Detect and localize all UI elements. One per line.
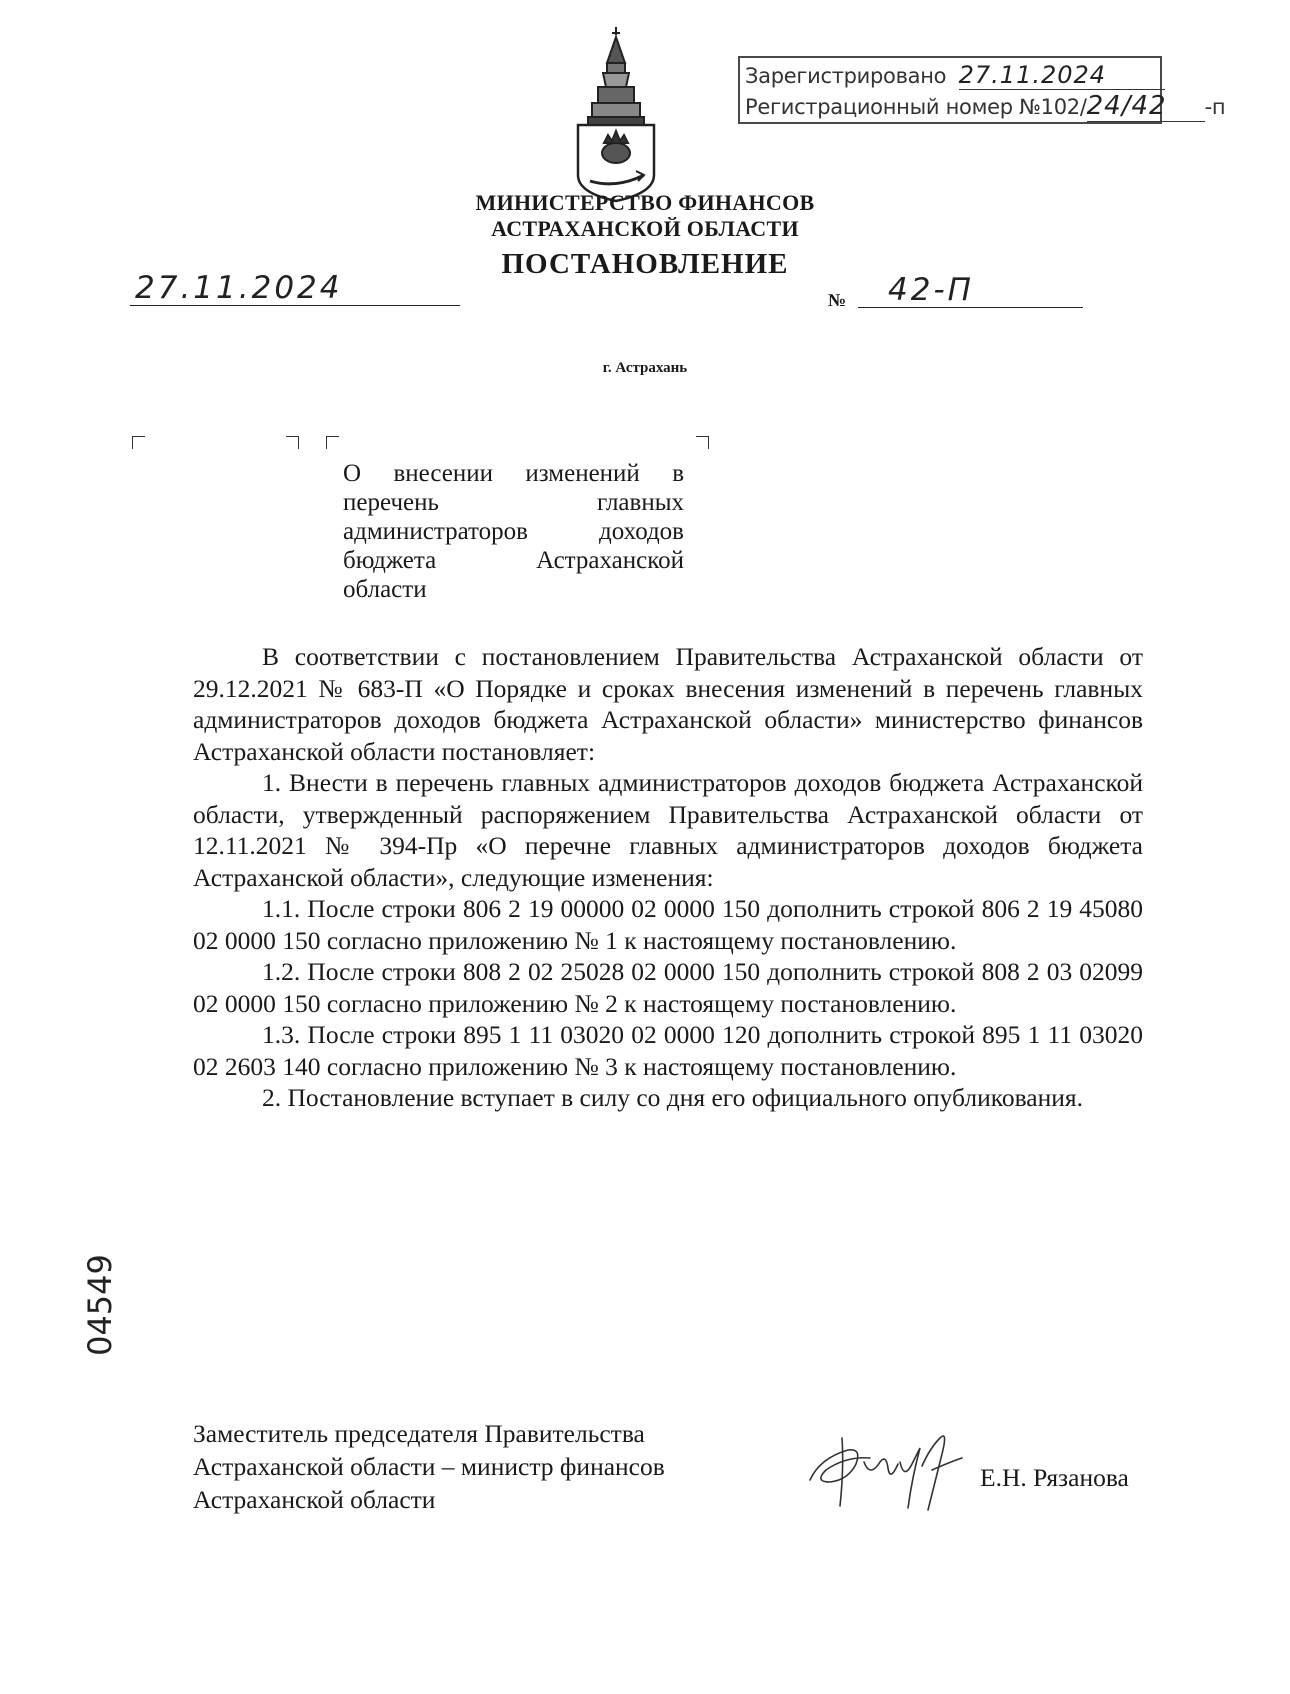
subject-line: бюджета Астраханской — [343, 547, 684, 574]
body-paragraph: 1.1. После строки 806 2 19 00000 02 0000 150 дополнить строкой 806 2 19 45080 02 0000 150 согласно приложению № 1 к настоящему постановлению. — [193, 894, 1143, 955]
ministry-name-line1: МИНИСТЕРСТВО ФИНАНСОВ — [475, 190, 815, 215]
body-paragraph: В соответствии с постановлением Правительства Астраханской области от 29.12.2021 № 683-П «О Порядке и сроках внесения изменений в перечень главных администраторов доходов бюджета Астраханской области» министерство финансов Астраханской области постановляет: — [193, 642, 1143, 766]
body-paragraph: 1.3. После строки 895 1 11 03020 02 0000 120 дополнить строкой 895 1 11 03020 02 2603 140 согласно приложению № 3 к настоящему постановлению. — [193, 1020, 1143, 1081]
city: г. Астрахань — [602, 360, 688, 376]
signer-position — [193, 1417, 753, 1516]
signer-position-line: Заместитель председателя Правительства — [193, 1419, 645, 1448]
stamp-registered-label: Зарегистрировано — [745, 64, 947, 88]
document-number: 42-П — [888, 272, 974, 308]
number-underline — [858, 307, 1083, 308]
document-body — [193, 641, 1143, 1114]
coat-of-arms-icon — [570, 25, 662, 203]
subject-line: области — [343, 576, 427, 603]
number-sign: № — [828, 290, 847, 310]
signer-position-line: Астраханской области – министр финансов — [193, 1452, 665, 1481]
subject-line: О внесении изменений в — [343, 460, 684, 487]
subject-line: перечень главных — [343, 489, 684, 516]
document-subject — [343, 459, 684, 604]
ministry-name-line2: АСТРАХАНСКОЙ ОБЛАСТИ — [491, 216, 799, 241]
body-paragraph: 1. Внести в перечень главных администраторов доходов бюджета Астраханской области, утвержденный распоряжением Правительства Астраханской области от 12.11.2021 № 394-Пр «О перечне главных администраторов доходов бюджета Астраханской области», следующие изменения: — [193, 768, 1143, 892]
body-paragraph: 2. Постановление вступает в силу со дня его официального опубликования. — [262, 1083, 1083, 1112]
corner-mark — [286, 436, 299, 449]
document-type: ПОСТАНОВЛЕНИЕ — [501, 248, 789, 280]
body-paragraph: 1.2. После строки 808 2 02 25028 02 0000 150 дополнить строкой 808 2 03 02099 02 0000 150 согласно приложению № 2 к настоящему постановлению. — [193, 957, 1143, 1018]
stamp-reg-number-value: 24/42 — [1087, 91, 1205, 122]
archive-number: 04549 — [81, 1254, 119, 1356]
corner-mark — [326, 436, 339, 449]
stamp-registered-date: 27.11.2024 — [959, 61, 1165, 90]
subject-line: администраторов доходов — [343, 518, 684, 545]
corner-mark — [696, 436, 709, 449]
corner-mark — [132, 436, 145, 449]
document-date: 27.11.2024 — [135, 270, 343, 306]
stamp-reg-number-suffix: -п — [1204, 95, 1226, 119]
registration-stamp — [738, 56, 1226, 124]
signer-position-line: Астраханской области — [193, 1485, 436, 1514]
handwritten-signature — [800, 1418, 970, 1518]
signer-name: Е.Н. Рязанова — [980, 1463, 1129, 1492]
date-underline — [130, 305, 460, 306]
stamp-reg-number-label: Регистрационный номер №102/ — [745, 95, 1087, 119]
